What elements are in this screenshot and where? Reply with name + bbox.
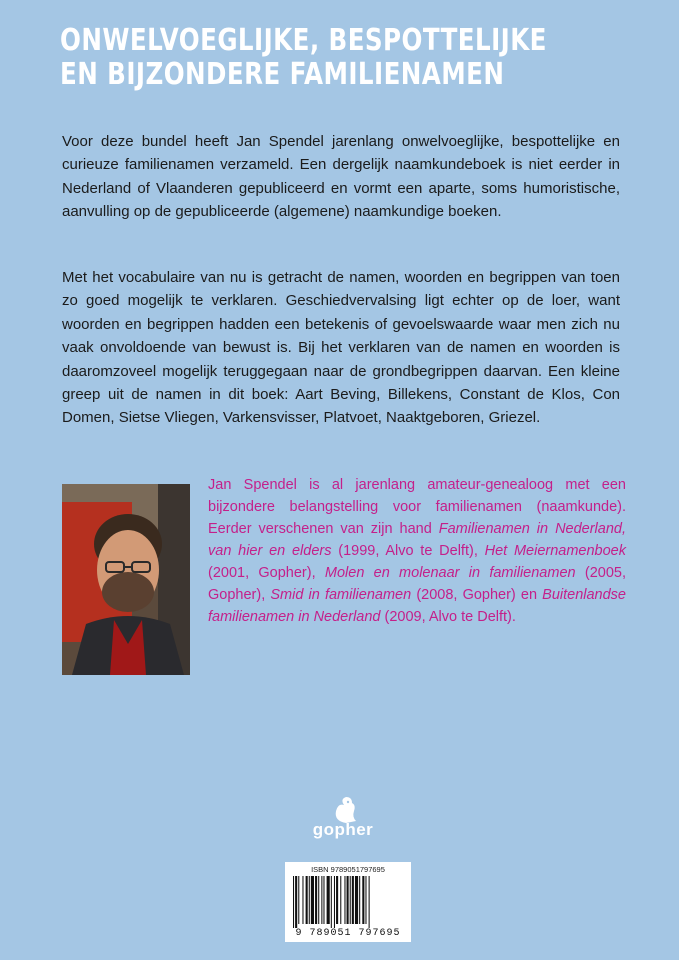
book-title — [60, 24, 552, 92]
bio-text-5: (2008, Gopher) en — [411, 587, 543, 603]
bio-book-3: Molen en molenaar in familienamen — [324, 565, 576, 581]
barcode-bars — [293, 876, 403, 928]
publisher-logo — [303, 795, 383, 851]
bio-text-1: Jan Spendel is al jarenlang amateur-genealoog met een bijzondere belangstelling voor familienamen (naamkunde). Eerder verschenen van zijn hand — [208, 477, 626, 537]
bio-text-6: (2009, Alvo te Delft). — [380, 609, 516, 625]
bio-book-2: Het Meiernamenboek — [484, 543, 626, 559]
title-line-1: ONWELVOEGLIJKE, BESPOTTELIJKE — [60, 23, 547, 58]
intro-paragraph-2: Met het vocabulaire van nu is getracht de namen, woorden en begrippen van toen zo goed mogelijk te verklaren. Geschiedvervalsing ligt echter op de loer, want woorden en begrippen hadden een betekenis of gevoelswaarde waar men zich nu vaak onvoldoende van bewust is. Bij het verklaren van de namen en woorden is daaromzoveel mogelijk teruggegaan naar de grondbegrippen daarvan. Een kleine greep uit de namen in dit boek: Aart Beving, Billekens, Constant de Klos, Con Domen, Sietse Vliegen, Varkensvisser, Platvoet, Naaktgeboren, Griezel. — [62, 269, 620, 427]
author-bio — [208, 474, 626, 628]
isbn-label: ISBN 9789051797695 — [311, 865, 385, 874]
bio-text-2: (1999, Alvo te Delft), — [331, 543, 485, 559]
bio-text-3: (2001, Gopher), — [208, 565, 325, 581]
intro-paragraph-1: Voor deze bundel heeft Jan Spendel jarenlang onwelvoeglijke, bespottelijke en curieuze familienamen verzameld. Een dergelijk naamkundeboek is niet eerder in Nederland of Vlaanderen gepubliceerd en vormt een aparte, soms humoristische, aanvulling op de gepubliceerde (algemene) naamkundige boeken. — [62, 133, 620, 221]
isbn-barcode — [285, 862, 411, 942]
bio-book-4: Smid in familienamen — [270, 587, 412, 603]
bio-text-4: (2005, Gopher), — [208, 565, 626, 603]
publisher-name: gopher — [312, 820, 374, 839]
author-portrait-image — [62, 484, 190, 675]
author-photo — [62, 484, 190, 675]
bio-book-5: Buitenlandse familienamen in Nederland — [208, 587, 626, 625]
title-line-2: EN BIJZONDERE FAMILIENAMEN — [60, 57, 505, 92]
bio-book-1: Familienamen in Nederland, van hier en elders — [208, 521, 627, 559]
isbn-digits: 9 789051 797695 — [295, 928, 401, 939]
